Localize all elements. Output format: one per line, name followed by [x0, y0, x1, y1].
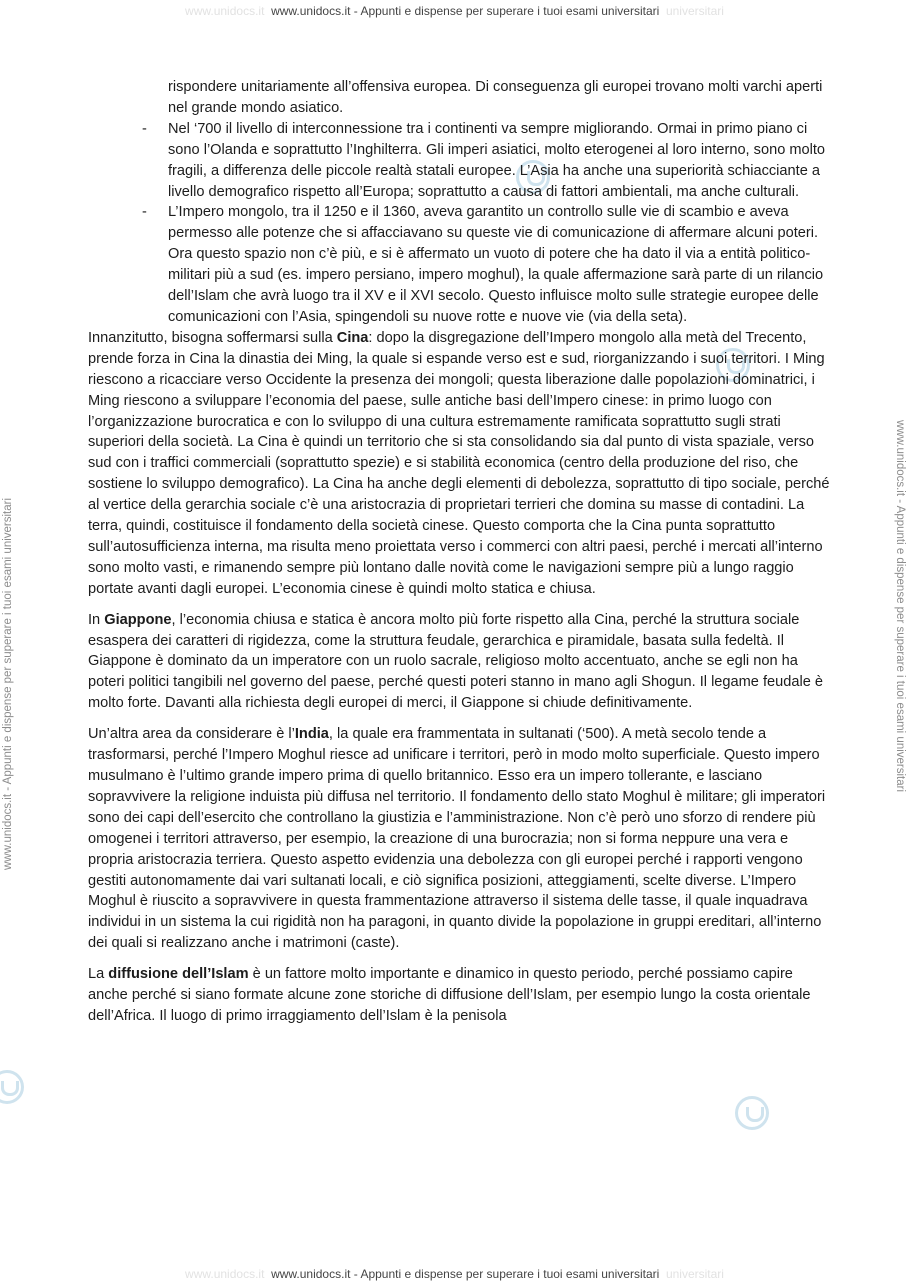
keyword-cina: Cina [336, 329, 369, 346]
footer-watermark-text: www.unidocs.it - Appunti e dispense per superare i tuoi esami universitari [271, 1267, 660, 1281]
left-side-watermark: www.unidocs.it - Appunti e dispense per superare i tuoi esami universitari [2, 497, 14, 870]
keyword-india: India [294, 726, 329, 743]
list-item-text: Nel ‘700 il livello di interconnessione tra i continenti va sempre migliorando. Ormai in primo piano ci sono l’Olanda e soprattutto l’Inghilterra. Gli imperi asiatici, molto eterogenei al loro interno, sono molto fragili, a differenza delle piccole realtà statali europee. L’Asia ha anche una superiorità schiacciante a livello demografico rispetto all’Europa; soprattutto a causa di fattori ambientali, ma anche culturali. [168, 120, 826, 200]
keyword-giappone: Giappone [104, 611, 172, 628]
watermark-logo-icon [735, 1096, 769, 1130]
paragraph-giappone: In Giappone, l’economia chiusa e statica è ancora molto più forte rispetto alla Cina, perché la struttura sociale esaspera dei caratteri di rigidezza, come la struttura feudale, gerarchica e piramidale, basata sulla fedeltà. Il Giappone è dominato da un imperatore con un ruolo sacrale, religioso molto accentuato, anche se egli non ha poteri politici tangibili nel governo del paese, perché questi poteri stanno in mano agli Shogun. Il legame feudale è molto forte. Davanti alla richiesta degli europei di merci, il Giappone si chiude definitivamente. [88, 611, 824, 712]
list-item-text: rispondere unitariamente all’offensiva europea. Di conseguenza gli europei trovano molti varchi aperti nel grande mondo asiatico. [168, 79, 823, 116]
paragraph-cina: Innanzitutto, bisogna soffermarsi sulla Cina: dopo la disgregazione dell’Impero mongolo alla metà del Trecento, prende forza in Cina la dinastia dei Ming, la quale si espande verso est e sud, riorganizzando i suoi territori. I Ming riescono a ricacciare verso Occidente la presenza dei mongoli; questa liberazione dalle popolazioni dominatrici, i Ming riescono a sviluppare l’economia del paese, sulle antiche basi dell’Impero cinese: in primo luogo con l’organizzazione burocratica e con lo sviluppo di una cultura estremamente ramificata soprattutto sugli strati superiori della società. La Cina è quindi un territorio che si sta consolidando sia dal punto di vista spaziale, verso sud con i traffici commerciali (soprattutto spezie) e si stabilità economica (centro della produzione del riso, che sostiene lo sviluppo demografico). La Cina ha anche degli elementi di debolezza, soprattutto di tipo sociale, perché al vertice della gerarchia sociale c’è una aristocrazia di proprietari terrieri che domina su masse di contadini. La terra, quindi, costituisce il fondamento della società cinese. Questo comporta che la Cina punta soprattutto sull’autosufficienza interna, ma risulta meno proiettata verso i commerci con altri paesi, perché i mercati all’interno sono molto vasti, e rimanendo sempre più lontano dalle novità come le navigazioni sempre più a lungo raggio portate avanti dagli europei. L’economia cinese è quindi molto statica e chiusa. [88, 329, 830, 597]
bullet-list [88, 77, 832, 328]
footer-watermark: www.unidocs.it www.unidocs.it - Appunti e dispense per superare i tuoi esami universitari universitari [185, 1267, 724, 1281]
paragraph-india: Un’altra area da considerare è l’India, la quale era frammentata in sultanati (‘500). A metà secolo tende a trasformarsi, perché l’Impero Moghul riesce ad unificare i territori, però in modo molto superficiale. Questo impero musulmano è l’ultimo grande impero prima di quello britannico. Esso era un impero tollerante, e lasciano sopravvivere la religione induista più diffusa nel territorio. Il fondamento dello stato Moghul è militare; gli imperatori sono dei capi dell’esercito che controllano la giustizia e l’amministrazione. Non c’è però uno sforzo di rendere più omogenei i territori attraverso, per esempio, la creazione di una burocrazia; non si forma neppure una vera e propria aristocrazia terriera. Questo aspetto evidenzia una debolezza con gli europei perché i rapporti vengono gestiti autonomamente dai vari sultanati locali, e ciò significa posizioni, atteggiamenti, scelte diverse. L’Impero Moghul è riuscito a sopravvivere in questa frammentazione attraverso il sistema delle tasse, il quale inquadrava individui in un sistema la cui rigidità non ha paragoni, in quanto divide la popolazione in gruppi ereditari, all’interno dei quali si realizzano anche i matrimoni (caste). [88, 726, 826, 952]
list-dash: - [142, 120, 147, 137]
list-dash: - [142, 204, 147, 221]
header-watermark-text: www.unidocs.it - Appunti e dispense per superare i tuoi esami universitari [271, 4, 660, 18]
keyword-islam: diffusione dell’Islam [108, 966, 249, 983]
header-watermark: www.unidocs.it www.unidocs.it - Appunti e dispense per superare i tuoi esami universitari universitari [185, 4, 724, 18]
list-item [88, 119, 832, 203]
list-item [88, 202, 832, 327]
watermark-logo-icon [0, 1070, 24, 1104]
list-item [88, 77, 832, 119]
paragraph-islam: La diffusione dell’Islam è un fattore molto importante e dinamico in questo periodo, perché possiamo capire anche perché si siano formate alcune zone storiche di diffusione dell’Islam, per esempio lungo la costa orientale dell’Africa. Il luogo di primo irraggiamento dell’Islam è la penisola [88, 966, 811, 1024]
document-body [88, 77, 832, 1037]
right-side-watermark: www.unidocs.it - Appunti e dispense per superare i tuoi esami universitari [894, 420, 906, 793]
list-item-text: L’Impero mongolo, tra il 1250 e il 1360, aveva garantito un controllo sulle vie di scambio e aveva permesso alle potenze che si affacciavano su queste vie di comunicazione di affermare alcuni poteri. Ora questo spazio non c’è più, e si è affermato un vuoto di potere che ha dato il via a entità politico-militari più a sud (es. impero persiano, impero moghul), la quale affermazione sarà parte di un rilancio dell’Islam che avrà luogo tra il XV e il XVI secolo. Questo influisce molto sulle strategie europee delle comunicazioni con l’Asia, spingendoli su nuove rotte e nuove vie (via della seta). [168, 204, 824, 325]
